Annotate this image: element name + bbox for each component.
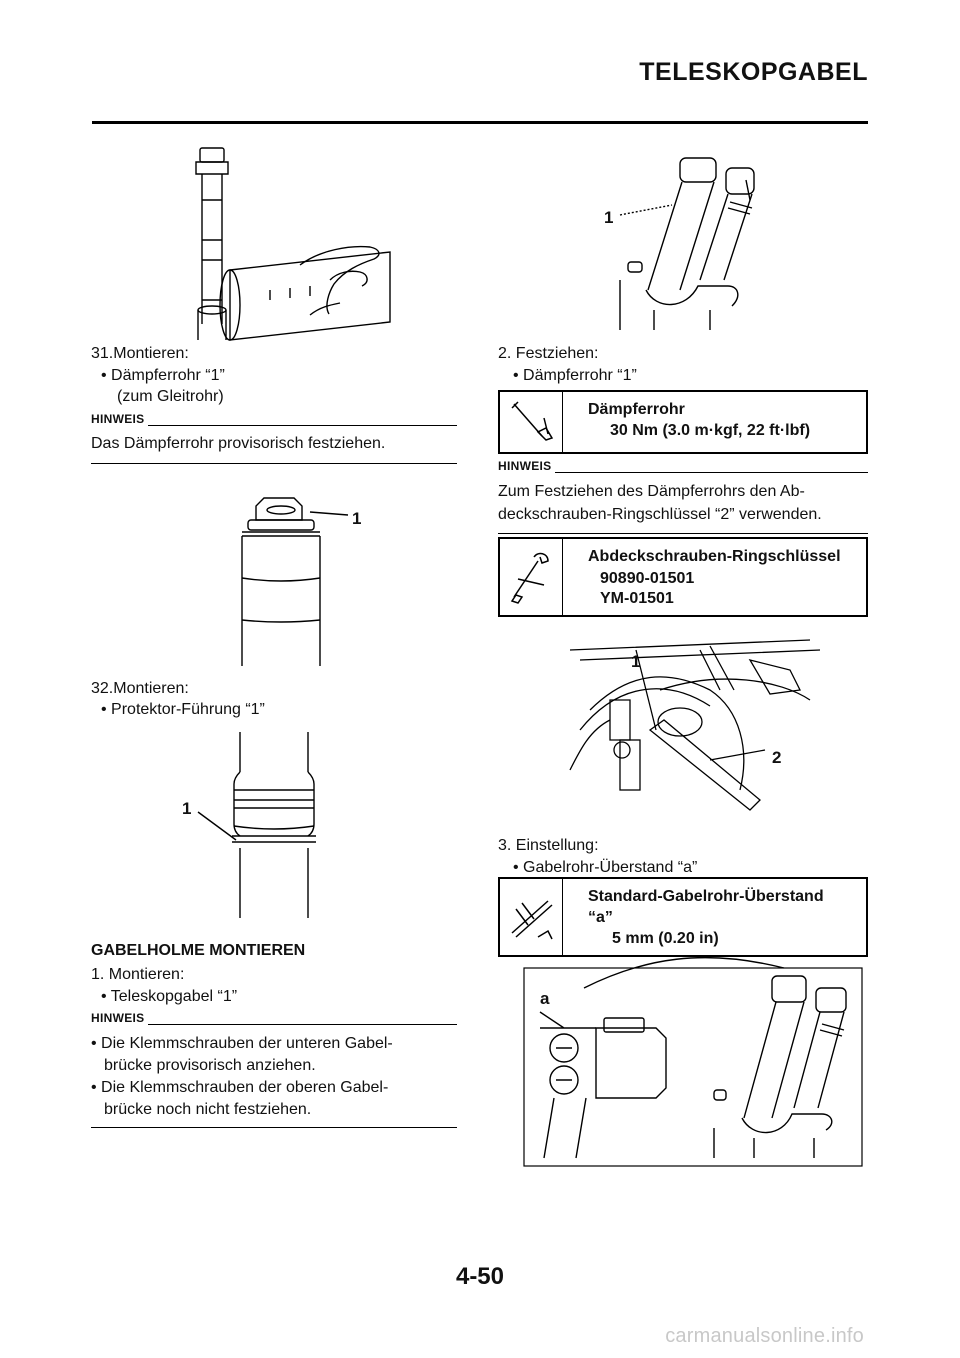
header-rule [92,121,868,124]
figure-damper-tube-top [236,490,366,675]
step31-item: • Dämpferrohr “1” [101,367,225,384]
spec-torque-box [498,390,868,454]
page-title: TELESKOPGABEL [639,58,868,86]
note2-label: HINWEIS [91,1011,145,1025]
special-tool-icon [508,549,554,607]
note2-rule [91,1127,457,1128]
step2-item: • Dämpferrohr “1” [513,367,637,384]
figure-fork-protrusion [524,968,864,1168]
note1-label: HINWEIS [91,412,145,426]
note2-header [91,1011,457,1025]
note3-header [498,459,868,473]
watermark: carmanualsonline.info [665,1325,864,1347]
note3-line2: deckschrauben-Ringschlüssel “2” verwenden. [498,506,822,523]
spec-tool-box [498,537,868,617]
spec2-line1: Abdeckschrauben-Ringschlüssel [588,548,841,565]
step3-item: • Gabelrohr-Überstand “a” [513,859,698,876]
note2-bullet1-l1: • Die Klemmschrauben der unteren Gabel- [91,1035,393,1052]
step31-title: 31.Montieren: [91,345,189,362]
fig-top-callout: 1 [604,208,614,227]
spec3-iconcell [500,879,563,955]
note3-rule [498,533,868,534]
spec1-iconcell [500,392,563,452]
spec2-line2: 90890-01501 [600,570,695,587]
fig-mid-callout-2: 2 [772,748,782,767]
figure-ring-wrench-usage [560,630,830,830]
spec-caliper-box [498,877,868,957]
section-heading: GABELHOLME MONTIEREN [91,942,306,959]
figure-damper-tube-install [190,140,410,340]
figure-protector-guide [180,730,330,920]
spec2-line3: YM-01501 [600,590,674,607]
note1-text: Das Dämpferrohr provisorisch festziehen. [91,435,386,452]
note2-bullet2-l2: brücke noch nicht festziehen. [104,1101,312,1118]
note1-rule [91,463,457,464]
spec1-line2: 30 Nm (3.0 m·kgf, 22 ft·lbf) [610,422,811,439]
step3-title: 3. Einstellung: [498,837,599,854]
torque-wrench-icon [508,398,554,448]
fig-mid-callout-1: 1 [631,652,641,671]
step2-title: 2. Festziehen: [498,345,599,362]
figure-fork-damper-tighten [600,150,780,330]
fig3-callout: 1 [182,799,192,818]
spec3-line2: “a” [588,909,613,926]
step1-title: 1. Montieren: [91,966,185,983]
note3-line1: Zum Festziehen des Dämpferrohrs den Ab- [498,483,805,500]
caliper-icon [508,891,554,947]
fig-bottom-callout: a [540,989,550,1008]
note3-label: HINWEIS [498,459,552,473]
step32-title: 32.Montieren: [91,680,189,697]
step1-item: • Teleskopgabel “1” [101,988,238,1005]
step31-sub: (zum Gleitrohr) [117,388,224,405]
spec3-line3: 5 mm (0.20 in) [612,930,719,947]
note2-bullet2-l1: • Die Klemmschrauben der oberen Gabel- [91,1079,389,1096]
spec1-line1: Dämpferrohr [588,401,685,418]
step32-item: • Protektor-Führung “1” [101,701,265,718]
page-number: 4-50 [455,1263,505,1290]
spec3-line1: Standard-Gabelrohr-Überstand [588,888,824,905]
note1-header [91,412,457,426]
note2-bullet1-l2: brücke provisorisch anziehen. [104,1057,316,1074]
fig2-callout: 1 [352,509,362,528]
spec2-iconcell [500,539,563,615]
